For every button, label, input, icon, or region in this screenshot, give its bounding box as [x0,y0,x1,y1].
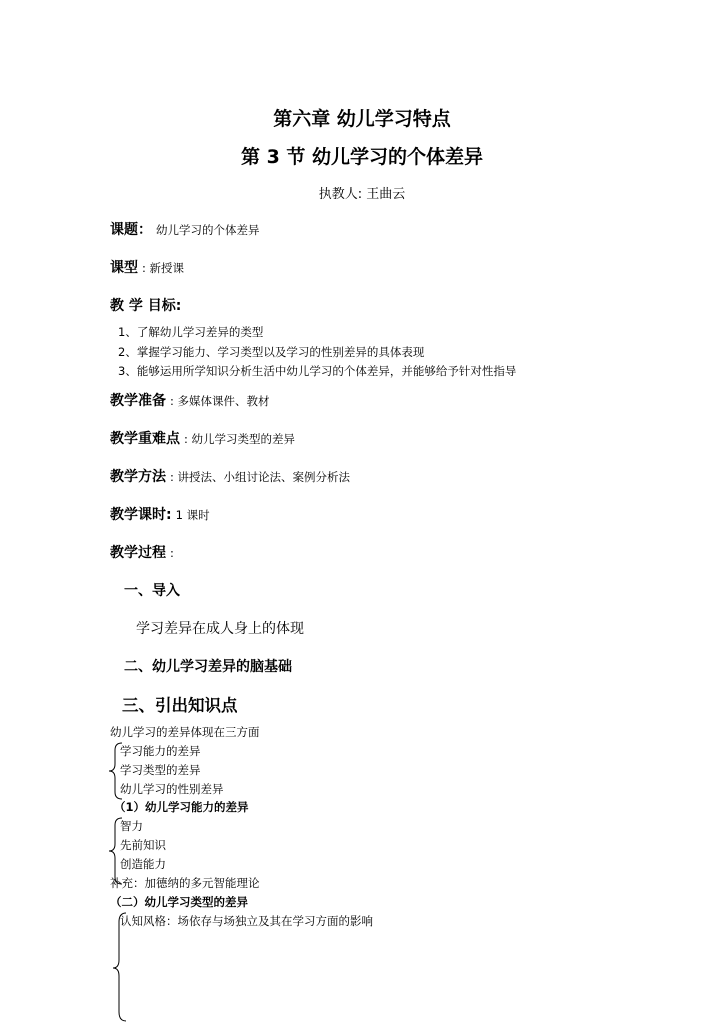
type-row [110,257,184,277]
key-row [110,428,295,448]
brace-icon [112,912,128,1022]
subsection-2-heading: （二）幼儿学习类型的差异 [110,895,248,909]
objective-item: 2、掌握学习能力、学习类型以及学习的性别差异的具体表现 [118,345,425,359]
hours-row [110,504,210,524]
process-row [110,542,174,562]
objective-item: 1、了解幼儿学习差异的类型 [118,325,264,339]
teacher-line: 执教人: 王曲云 [318,187,406,202]
section-title: 第 3 节 幼儿学习的个体差异 [240,146,484,168]
ability-item: 先前知识 [120,838,166,852]
key-value: : 幼儿学习类型的差异 [184,432,296,446]
objective-item: 3、能够运用所学知识分析生活中幼儿学习的个体差异，并能够给予针对性指导 [118,364,517,378]
process-colon: : [170,546,174,560]
aspect-item: 幼儿学习的性别差异 [120,782,224,796]
key-label: 教学重难点 [110,431,180,447]
section-3-heading: 三、引出知识点 [122,696,238,715]
topic-label: 课题： [110,222,152,238]
section-2-heading: 二、幼儿学习差异的脑基础 [124,659,292,675]
method-row [110,466,350,486]
prep-label: 教学准备 [110,393,166,409]
differences-intro: 幼儿学习的差异体现在三方面 [110,725,260,739]
hours-value: 1 课时 [175,508,210,522]
aspect-item: 学习类型的差异 [120,763,201,777]
ability-item: 创造能力 [120,857,166,871]
process-label: 教学过程 [110,545,166,561]
topic-value: 幼儿学习的个体差异 [156,223,260,237]
hours-label: 教学课时: [110,507,172,523]
prep-row [110,390,270,410]
section-1-text: 学习差异在成人身上的体现 [136,621,304,637]
supplement-line: 补充：加德纳的多元智能理论 [110,876,260,890]
topic-row [110,219,260,239]
prep-value: : 多媒体课件、教材 [170,394,270,408]
type-value: : 新授课 [142,261,185,275]
aspect-item: 学习能力的差异 [120,744,201,758]
chapter-title: 第六章 幼儿学习特点 [273,108,451,130]
ability-item: 智力 [120,819,143,833]
objectives-label: 教 学 目标: [110,298,182,314]
cognitive-style-line: 认知风格：场依存与场独立及其在学习方面的影响 [120,914,373,928]
method-value: : 讲授法、小组讨论法、案例分析法 [170,470,351,484]
type-label: 课型 [110,260,138,276]
section-1-heading: 一、导入 [124,583,180,599]
subsection-1-heading: （1）幼儿学习能力的差异 [114,800,249,814]
method-label: 教学方法 [110,469,166,485]
